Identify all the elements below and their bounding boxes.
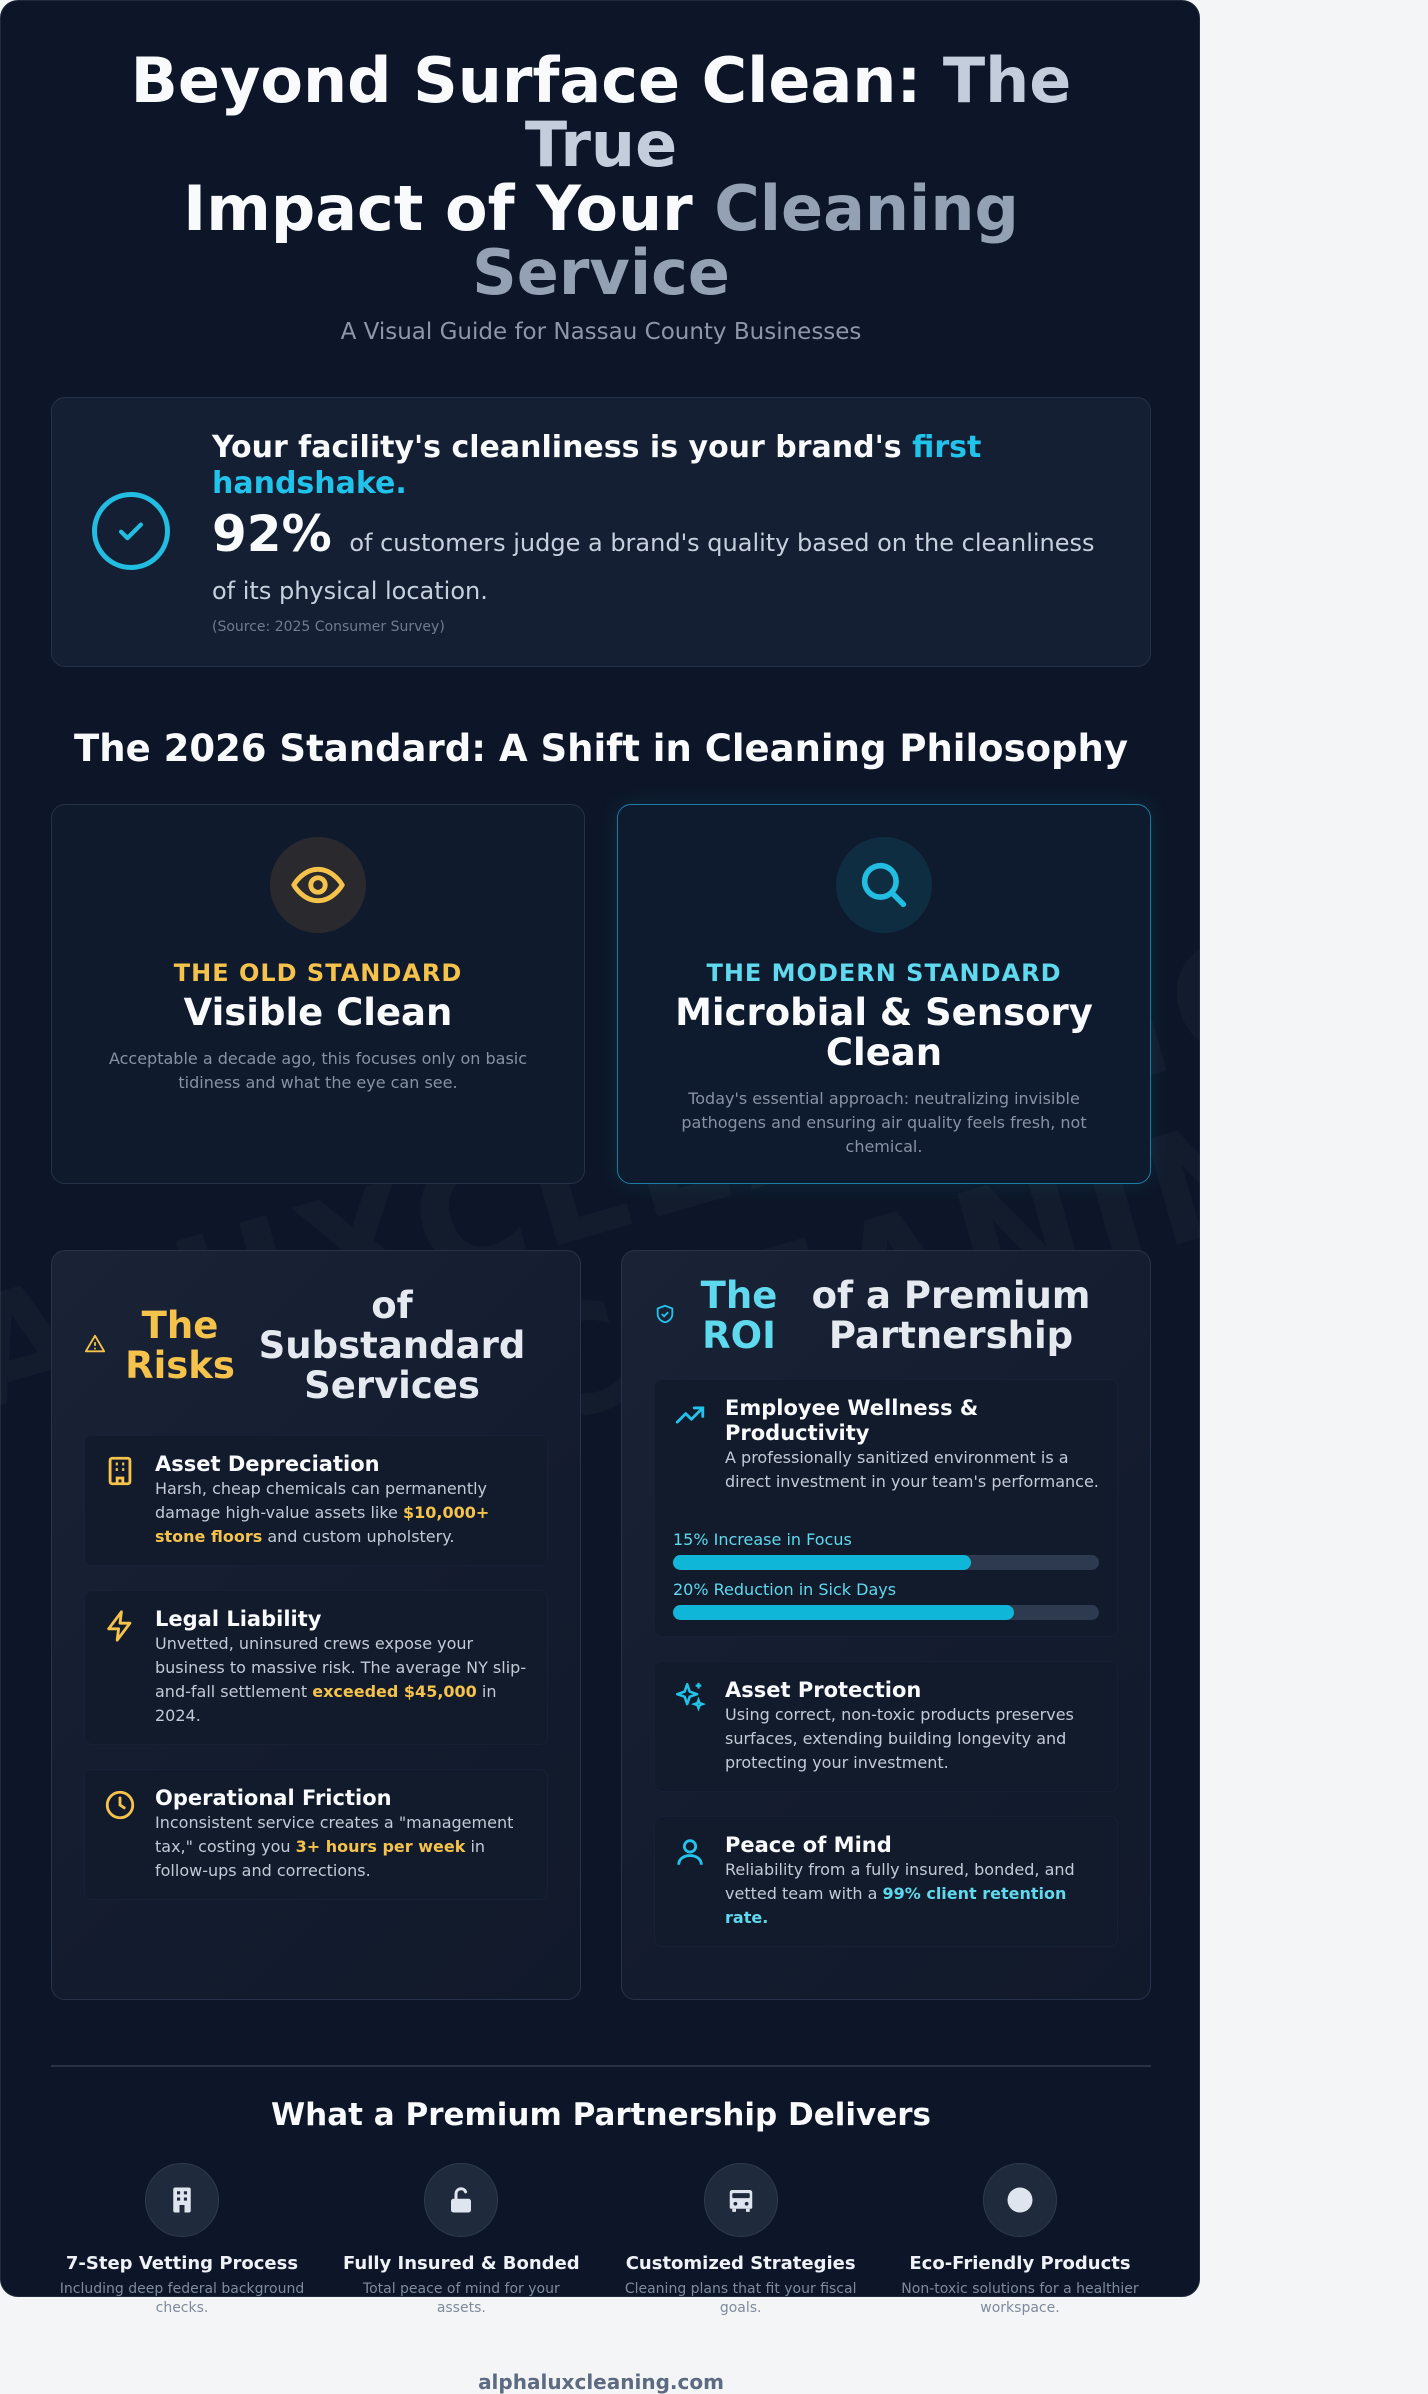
risk-item [84,1769,548,1900]
risk-text [155,1477,529,1549]
old-standard-card [51,804,585,1184]
risks-keyword: The Risks [125,1304,235,1387]
headline-text: Your facility's cleanliness is your brand's [212,430,913,465]
headline-highlight: first handshake. [212,430,982,501]
risk-title: Legal Liability [155,1607,322,1631]
old-standard-description: Acceptable a decade ago, this focuses only on basic tidiness and what the eye can see. [108,1049,528,1092]
roi-item-title: Peace of Mind [725,1833,892,1857]
risk-text-part: Harsh, cheap chemicals can permanently damage high-value assets like [155,1479,487,1522]
wellness-bars [673,1520,1099,1620]
roi-text-part: Reliability from a fully insured, bonded, and vetted team with a [725,1860,1075,1903]
risk-item [84,1590,548,1745]
building-icon [145,2163,219,2237]
check-circle-icon [92,492,170,570]
lightning-icon [103,1607,155,1728]
feature-text: Cleaning plans that fit your fiscal goals. [624,2281,857,2316]
risks-card [51,1250,581,2000]
wellness-text: A professionally sanitized environment is a direct investment in your team's performance. [725,1448,1099,1491]
risk-title: Asset Depreciation [155,1452,380,1476]
roi-highlight: 99% client retention rate. [725,1884,1067,1927]
risk-text-part: Inconsistent service creates a "management tax," costing you [155,1813,514,1856]
roi-item [654,1816,1118,1947]
risk-text [155,1811,529,1883]
title-part: The True [524,44,1072,181]
standard-section-title: The 2026 Standard: A Shift in Cleaning Philosophy [74,727,1128,770]
progress-track [673,1605,1099,1620]
user-icon [673,1833,725,1930]
roi-card [621,1250,1151,2000]
risk-item [84,1435,548,1566]
roi-heading [654,1274,1118,1357]
shield-check-icon [654,1303,680,1329]
stat-value: 92% [212,505,332,563]
progress-fill [673,1605,1014,1620]
roi-item-text: Using correct, non-toxic products preserves surfaces, extending building longevity and protecting your investment. [725,1705,1074,1772]
wellness-title: Employee Wellness & Productivity [725,1396,979,1445]
footer-url: alphaluxcleaning.com [478,2370,724,2394]
risk-highlight: exceeded $45,000 [312,1682,477,1701]
feature-text: Total peace of mind for your assets. [362,2281,560,2316]
feature-text: Including deep federal background checks. [59,2281,305,2316]
eye-icon [270,837,366,933]
bar-label: 20% Reduction in Sick Days [673,1580,897,1599]
risks-heading [84,1281,548,1411]
building-icon [103,1452,155,1549]
bar-label: 15% Increase in Focus [673,1530,852,1549]
risks-roi-row [51,1250,1151,2000]
feature-item [51,2163,313,2318]
clock-icon [103,1786,155,1883]
risk-text [155,1632,529,1728]
standard-comparison [51,804,1151,1184]
roi-title-rest: of a Premium Partnership [811,1274,1091,1357]
risk-highlight: $10,000+ stone floors [155,1503,490,1546]
modern-standard-name: Microbial & Sensory Clean [675,991,1093,1074]
risk-title: Operational Friction [155,1786,392,1810]
stat-source: (Source: 2025 Consumer Survey) [212,619,445,635]
circle-icon [983,2163,1057,2237]
sparkles-icon [673,1678,725,1775]
feature-item [610,2163,872,2318]
modern-standard-card [617,804,1151,1184]
title-part: Impact of Your [183,172,715,245]
feature-title: 7-Step Vetting Process [65,2253,299,2274]
first-impression-headline [212,430,1112,502]
feature-item [330,2163,592,2318]
feature-title: Eco-Friendly Products [909,2253,1131,2274]
risk-text-part: in follow-ups and corrections. [155,1837,486,1880]
wellness-item [654,1379,1118,1637]
risk-text-part: and custom upholstery. [262,1527,455,1546]
feature-text: Non-toxic solutions for a healthier workspace. [901,2281,1139,2316]
progress-track [673,1555,1099,1570]
roi-keyword: The ROI [700,1274,778,1357]
deliver-section-title: What a Premium Partnership Delivers [270,2097,932,2133]
page-subtitle: A Visual Guide for Nassau County Businesses [340,319,862,345]
feature-item [889,2163,1151,2318]
warning-icon [84,1333,110,1359]
risk-highlight: 3+ hours per week [295,1837,466,1856]
risks-title-rest: of Substandard Services [258,1284,526,1407]
old-standard-name: Visible Clean [183,991,453,1034]
stat-text: of customers judge a brand's quality based on the cleanliness of its physical location. [212,529,1095,605]
search-icon [836,837,932,933]
roi-item-title: Asset Protection [725,1678,922,1702]
roi-item [654,1661,1118,1792]
risk-text-part: Unvetted, uninsured crews expose your business to massive risk. The average NY slip-and-fall settlement [155,1634,527,1701]
first-impression-card [51,397,1151,667]
title-part: Cleaning Service [472,172,1019,309]
risk-text-part: in 2024. [155,1682,497,1725]
progress-fill [673,1555,971,1570]
modern-standard-kicker: THE MODERN STANDARD [706,959,1062,987]
trending-up-icon [673,1396,725,1494]
deliver-features [51,2163,1151,2318]
stat-line [212,505,1112,615]
page-title [51,44,1151,309]
old-standard-kicker: THE OLD STANDARD [173,959,463,987]
roi-item-text [725,1858,1099,1930]
section-divider [51,2065,1151,2067]
title-part: Beyond Surface Clean: [130,44,943,117]
unlock-icon [424,2163,498,2237]
modern-standard-description: Today's essential approach: neutralizing invisible pathogens and ensuring air quality feels fresh, not chemical. [681,1089,1087,1156]
feature-title: Fully Insured & Bonded [342,2253,580,2274]
van-icon [704,2163,778,2237]
feature-title: Customized Strategies [625,2253,856,2274]
